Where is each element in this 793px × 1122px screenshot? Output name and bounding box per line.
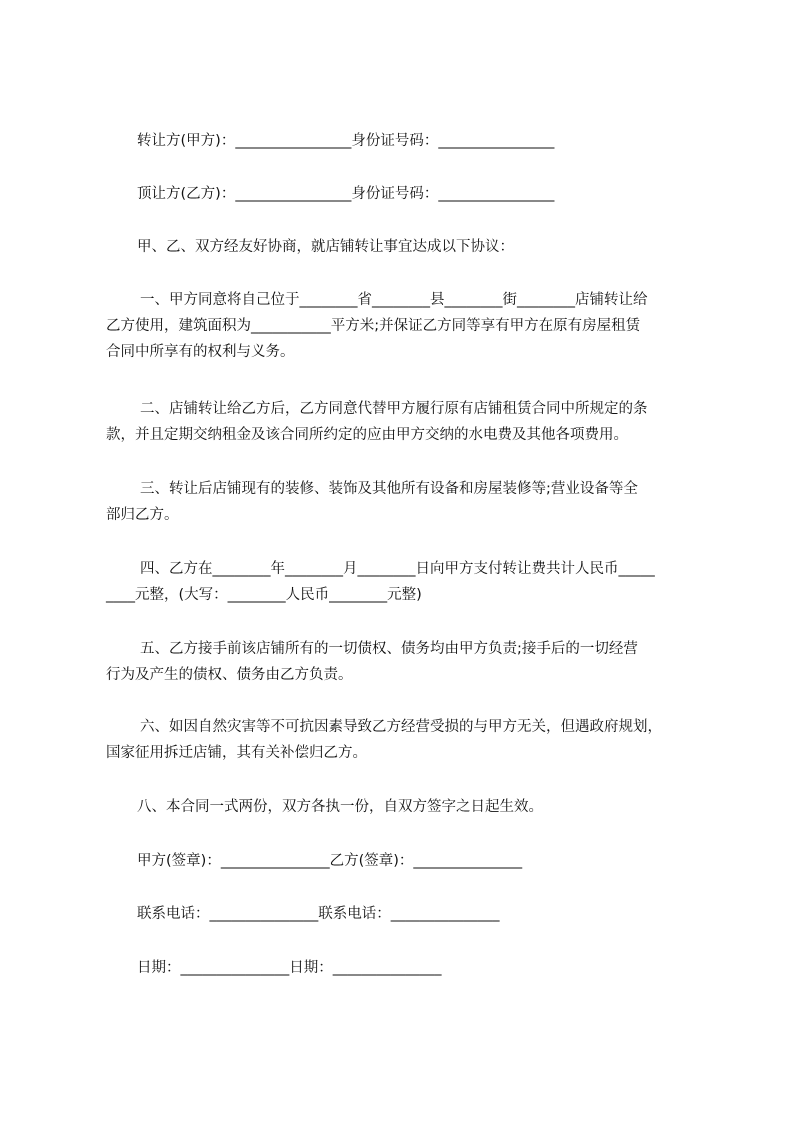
clause-4-line-1: 四、乙方在________年________月________日向甲方支付转让费共计人民币_____ <box>140 561 655 577</box>
clause-1-line-3: 合同中所享有的权利与义务。 <box>106 344 295 360</box>
clause-5-line-2: 行为及产生的债权、债务由乙方负责。 <box>106 667 353 683</box>
clause-1-line-2: 乙方使用，建筑面积为___________平方米;并保证乙方同等享有甲方在原有房屋租赁 <box>106 318 641 334</box>
transferor-line: 转让方(甲方)：________________身份证号码：________________ <box>137 133 555 149</box>
clause-3-line-1: 三、转让后店铺现有的装修、装饰及其他所有设备和房屋装修等;营业设备等全 <box>140 481 638 497</box>
signature-seal-line: 甲方(签章)：_______________乙方(签章)：_______________ <box>137 853 523 869</box>
signature-phone-line: 联系电话：_______________联系电话：_______________ <box>137 906 500 922</box>
clause-5-line-1: 五、乙方接手前该店铺所有的一切债权、债务均由甲方负责;接手后的一切经营 <box>140 641 638 657</box>
clause-4-line-2: ____元整，(大写：________人民币________元整) <box>106 587 422 603</box>
clause-1-line-1: 一、甲方同意将自己位于________省________县________街________店铺转让给 <box>140 292 648 308</box>
clause-6-line-1: 六、如因自然灾害等不可抗因素导致乙方经营受损的与甲方无关，但遇政府规划， <box>140 719 662 735</box>
transferee-line: 顶让方(乙方)：________________身份证号码：________________ <box>137 186 555 202</box>
signature-date-line: 日期：_______________日期：_______________ <box>137 960 442 976</box>
clause-2-line-1: 二、店铺转让给乙方后，乙方同意代替甲方履行原有店铺租赁合同中所规定的条 <box>140 401 648 417</box>
clause-6-line-2: 国家征用拆迁店铺，其有关补偿归乙方。 <box>106 745 367 761</box>
clause-3-line-2: 部归乙方。 <box>106 507 179 523</box>
clause-2-line-2: 款，并且定期交纳租金及该合同所约定的应由甲方交纳的水电费及其他各项费用。 <box>106 427 628 443</box>
intro-paragraph: 甲、乙、双方经友好协商，就店铺转让事宜达成以下协议： <box>137 239 514 255</box>
clause-8: 八、本合同一式两份，双方各执一份，自双方签字之日起生效。 <box>137 799 543 815</box>
